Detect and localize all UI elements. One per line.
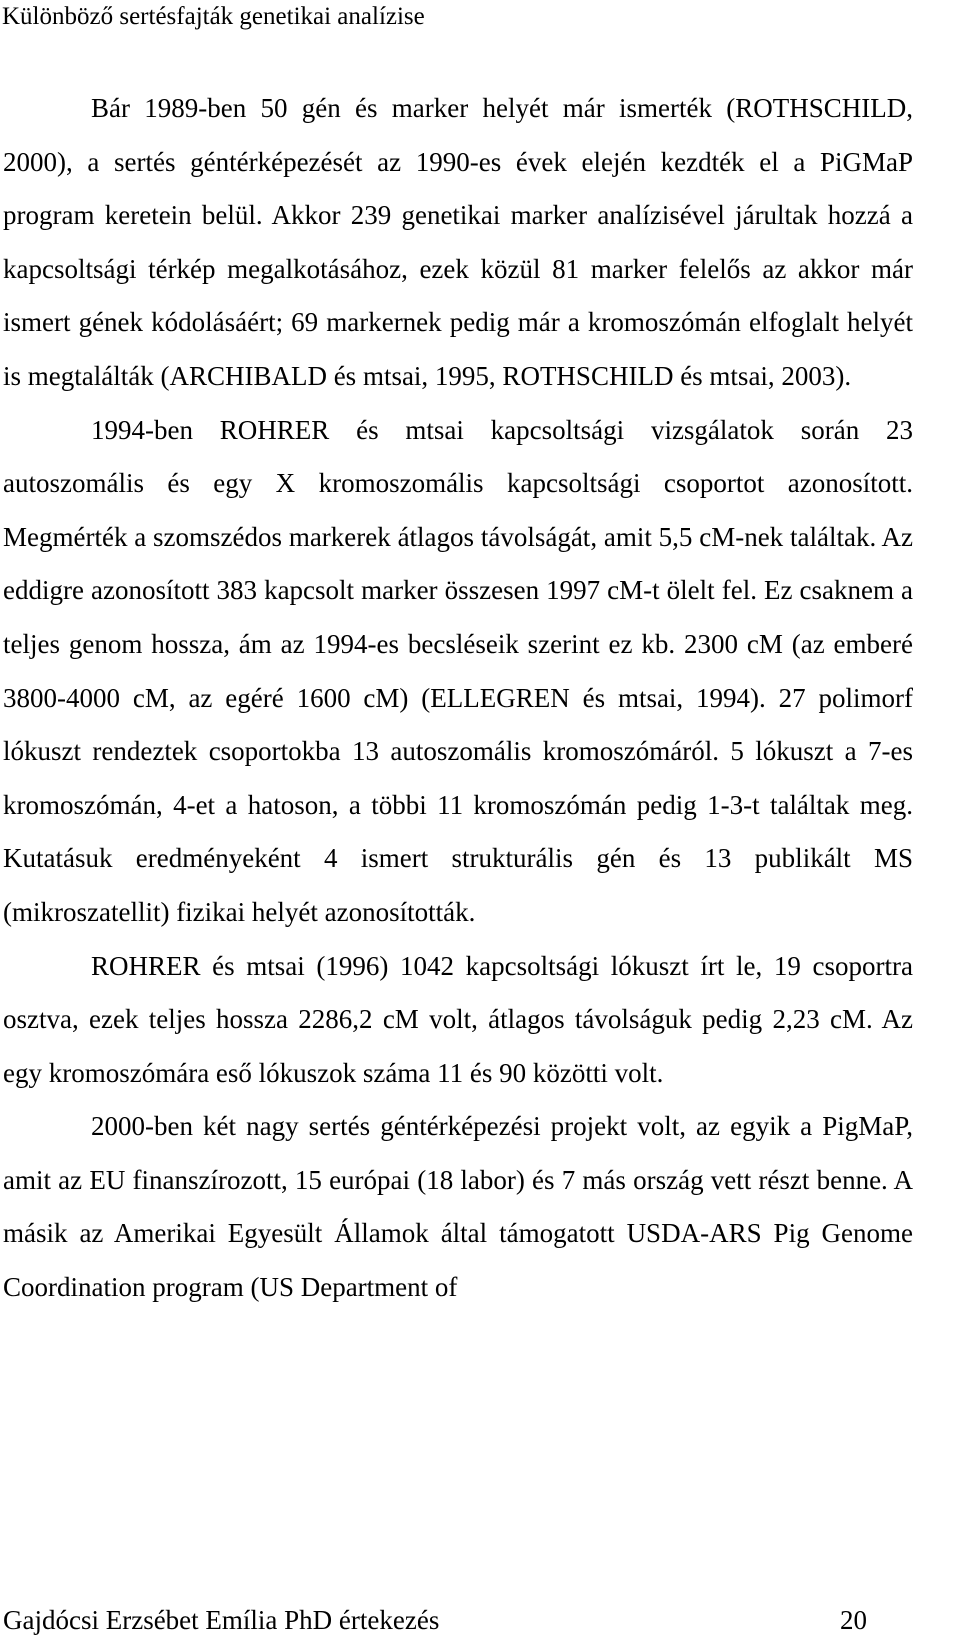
paragraph: Bár 1989-ben 50 gén és marker helyét már ismerték (ROTHSCHILD, 2000), a sertés géntérképezését az 1990-es évek elején kezdték el a PiGMaP program keretein belül. Akkor 239 genetikai marker analízisével járultak hozzá a kapcsoltsági térkép megalkotásához, ezek közül 81 marker felelős az akkor már ismert gének kódolásáért; 69 markernek pedig már a kromoszómán elfoglalt helyét is megtalálták (ARCHIBALD és mtsai, 1995, ROTHSCHILD és mtsai, 2003). <box>3 93 913 391</box>
paragraph: 1994-ben ROHRER és mtsai kapcsoltsági vizsgálatok során 23 autoszomális és egy X kromoszomális kapcsoltsági csoportot azonosított. Megmérték a szomszédos markerek átlagos távolságát, amit 5,5 cM-nek találtak. Az eddigre azonosított 383 kapcsolt marker összesen 1997 cM-t ölelt fel. Ez csaknem a teljes genom hossza, ám az 1994-es becsléseik szerint ez kb. 2300 cM (az emberé 3800-4000 cM, az egéré 1600 cM) (ELLEGREN és mtsai, 1994). 27 polimorf lókuszt rendeztek csoportokba 13 autoszomális kromoszómáról. 5 lókuszt a 7-es kromoszómán, 4-et a hatoson, a többi 11 kromoszómán pedig 1-3-t találtak meg. Kutatásuk eredményeként 4 ismert strukturális gén és 13 publikált MS (mikroszatellit) fizikai helyét azonosították. <box>3 414 913 927</box>
paragraph: 2000-ben két nagy sertés géntérképezési projekt volt, az egyik a PigMaP, amit az EU finanszírozott, 15 európai (18 labor) és 7 más ország vett részt benne. A másik az Amerikai Egyesült Államok által támogatott USDA-ARS Pig Genome Coordination program (US Department of <box>3 1111 913 1303</box>
page-number: 20 <box>840 1605 867 1635</box>
running-header: Különböző sertésfajták genetikai analízise <box>2 3 425 30</box>
paragraph: ROHRER és mtsai (1996) 1042 kapcsoltsági lókuszt írt le, 19 csoportra osztva, ezek teljes hossza 2286,2 cM volt, átlagos távolságuk pedig 2,23 cM. Az egy kromoszómára eső lókuszok száma 11 és 90 közötti volt. <box>3 950 913 1088</box>
body-text <box>3 82 913 1315</box>
footer-author: Gajdócsi Erzsébet Emília PhD értekezés <box>3 1605 440 1635</box>
